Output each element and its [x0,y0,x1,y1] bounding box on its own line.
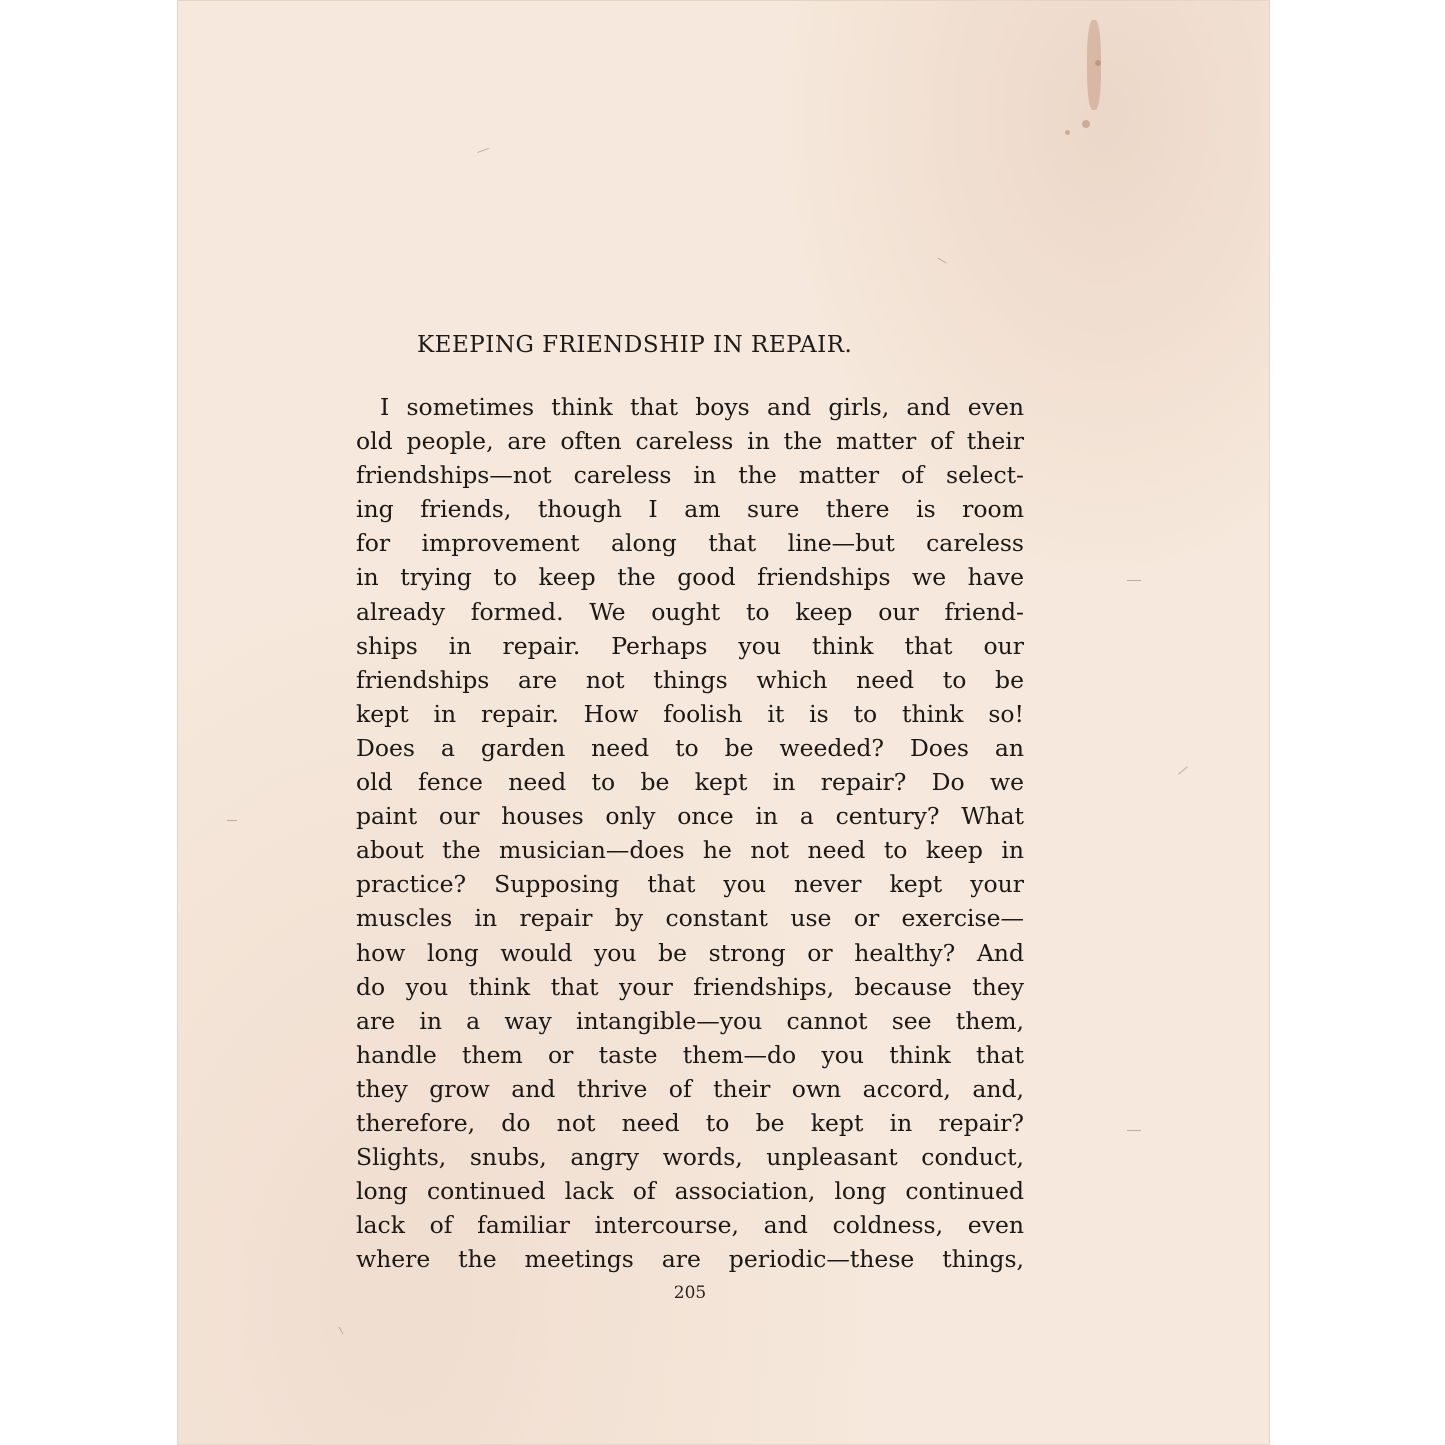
text-line: for improvement along that line—but careless [356,529,1024,558]
text-line: about the musician—does he not need to keep in [356,836,1024,865]
paper-speck [477,148,489,153]
paper-speck [339,1327,344,1334]
text-line: do you think that your friendships, because they [356,972,1024,1001]
text-line: Does a garden need to be weeded? Does an [356,733,1024,762]
text-line: old fence need to be kept in repair? Do we [356,768,1024,797]
text-line: muscles in repair by constant use or exercise— [356,904,1024,933]
text-line: where the meetings are periodic—these things, [356,1245,1024,1274]
text-line: handle them or taste them—do you think that [356,1040,1024,1069]
text-line: already formed. We ought to keep our friend- [356,597,1024,626]
text-line: in trying to keep the good friendships we have [356,563,1024,592]
text-line: they grow and thrive of their own accord, and, [356,1074,1024,1103]
text-line: friendships—not careless in the matter of select- [356,461,1024,490]
page-number: 205 [673,1283,707,1303]
text-line: friendships are not things which need to be [356,665,1024,694]
chapter-title: KEEPING FRIENDSHIP IN REPAIR. [417,332,853,358]
paper-speck [227,820,237,821]
text-line: how long would you be strong or healthy? And [356,938,1024,967]
text-line: ships in repair. Perhaps you think that our [356,631,1024,660]
paper-speck [1127,1130,1141,1131]
paper-speck [937,258,946,264]
text-line: old people, are often careless in the matter of their [356,427,1024,456]
text-line: are in a way intangible—you cannot see them, [356,1006,1024,1035]
foxing-stain [1095,60,1101,66]
text-line: practice? Supposing that you never kept your [356,870,1024,899]
text-line: I sometimes think that boys and girls, and even [380,393,1024,421]
text-line: long continued lack of association, long continued [356,1177,1024,1206]
text-line: paint our houses only once in a century? What [356,802,1024,831]
text-line: kept in repair. How foolish it is to think so! [356,699,1024,728]
foxing-stain [1065,130,1070,135]
foxing-stain [1082,120,1090,128]
text-line: Slights, snubs, angry words, unpleasant conduct, [356,1143,1024,1172]
text-line: lack of familiar intercourse, and coldness, even [356,1211,1024,1240]
paper-speck [1127,580,1141,581]
text-line: ing friends, though I am sure there is room [356,495,1024,524]
body-text [356,390,1024,1276]
text-line: therefore, do not need to be kept in repair? [356,1108,1024,1137]
paper-speck [1178,766,1188,774]
